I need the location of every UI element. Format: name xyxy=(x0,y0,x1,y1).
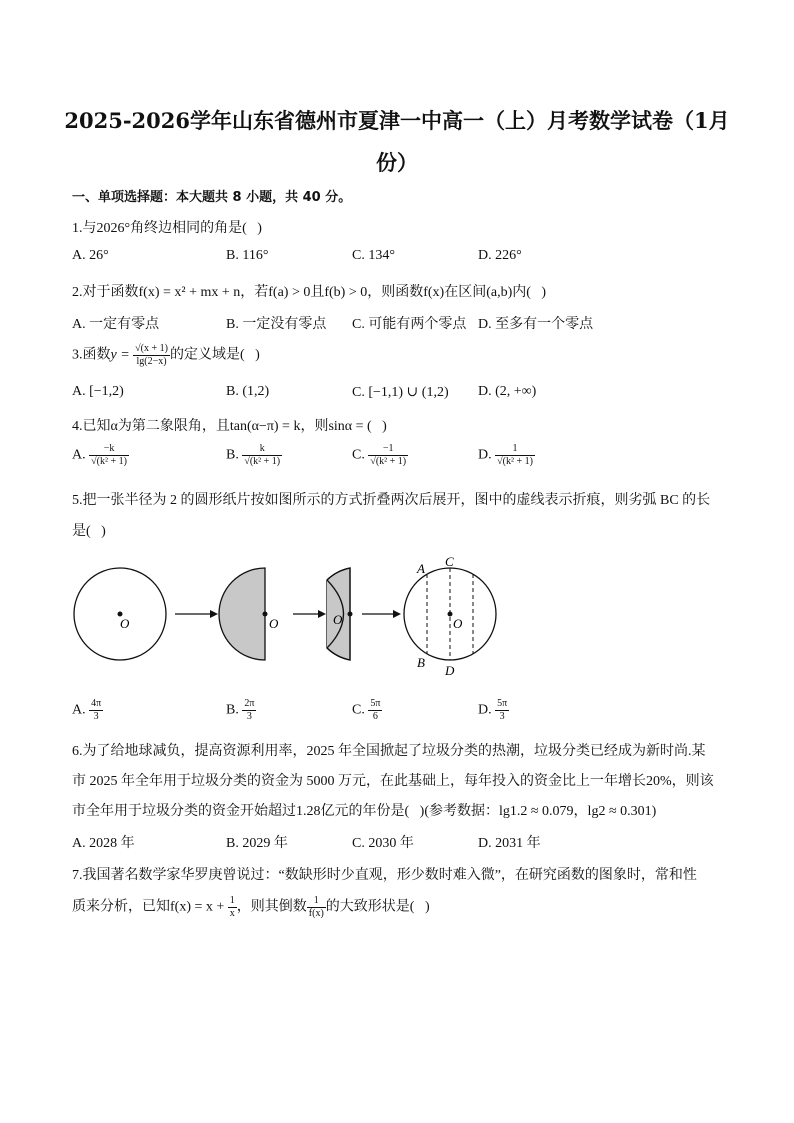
question-6-line-2: 市 2025 年全年用于垃圾分类的资金为 5000 万元，在此基础上，每年投入的资金比上一年增长20%，则该 xyxy=(72,774,714,789)
q6-option-b: B. 2029 年 xyxy=(226,836,288,851)
q7-frac2-num: 1 xyxy=(307,895,326,908)
q7-mid: ，则其倒数 xyxy=(236,899,307,915)
question-6-line-3: 市全年用于垃圾分类的资金开始超过1.28亿元的年份是( )(参考数据：lg1.2 ≈ 0.079，lg2 ≈ 0.301) xyxy=(72,804,657,819)
q7-suffix: 的大致形状是( ) xyxy=(325,899,430,915)
q5-option-b xyxy=(226,698,256,723)
half-circle xyxy=(219,568,265,660)
q6-option-a: A. 2028 年 xyxy=(72,836,135,851)
question-1-stem: 1.与2026°角终边相同的角是( ) xyxy=(72,221,262,236)
q3-fraction xyxy=(133,343,170,368)
q5-b-den: 3 xyxy=(246,711,252,722)
figure-label-o-2: O xyxy=(269,616,279,631)
q5-option-a xyxy=(72,698,103,723)
q6-option-d: D. 2031 年 xyxy=(478,836,541,851)
q2-option-a: A. 一定有零点 xyxy=(72,317,160,332)
q2-option-d: D. 至多有一个零点 xyxy=(478,317,594,332)
title-line-1: 2025-2026学年山东省德州市夏津一中高一（上）月考数学试卷（1月 xyxy=(64,108,730,133)
figure-label-d: D xyxy=(445,663,455,678)
folding-figure xyxy=(60,548,520,678)
q4-b-den: √(k² + 1) xyxy=(244,456,281,467)
center-dot-2 xyxy=(263,612,268,617)
q3-option-c: C. [−1,1) ∪ (1,2) xyxy=(352,385,449,400)
q4-option-a xyxy=(72,443,129,468)
title-line-2: 份） xyxy=(376,150,418,175)
q4-a-label: A. xyxy=(72,447,86,463)
q5-c-num: 5π xyxy=(370,698,381,709)
q5-c-den: 6 xyxy=(372,711,378,722)
question-3-stem xyxy=(72,343,260,368)
q7-frac1-den: x xyxy=(229,908,235,919)
q7-prefix: 质来分析，已知f(x) = x + xyxy=(72,899,225,915)
q4-d-num: 1 xyxy=(495,443,535,456)
q5-option-d xyxy=(478,698,509,723)
q4-option-c xyxy=(352,443,408,468)
question-5-line-2: 是( ) xyxy=(72,524,106,539)
figure-label-b: B xyxy=(417,655,425,670)
q1-option-a: A. 26° xyxy=(72,248,109,263)
q5-b-label: B. xyxy=(226,702,239,718)
q2-option-c: C. 可能有两个零点 xyxy=(352,317,467,332)
q2-option-b: B. 一定没有零点 xyxy=(226,317,327,332)
section-heading: 一、单项选择题：本大题共 8 小题，共 40 分。 xyxy=(72,190,352,205)
q5-a-label: A. xyxy=(72,702,86,718)
arrow-icon xyxy=(362,610,401,618)
question-6-line-1: 6.为了给地球减负，提高资源利用率，2025 年全国掀起了垃圾分类的热潮，垃圾分类已经成为新时尚.某 xyxy=(72,744,706,759)
question-7-line-1: 7.我国著名数学家华罗庚曾说过：“数缺形时少直观，形少数时难入微”，在研究函数的图象时，常和性 xyxy=(72,868,697,883)
q4-c-num: −1 xyxy=(368,443,408,456)
q3-frac-den: lg(2−x) xyxy=(136,356,167,367)
q4-b-label: B. xyxy=(226,447,239,463)
center-dot-4 xyxy=(448,612,453,617)
q5-a-num: 4π xyxy=(91,698,102,709)
question-5-line-1: 5.把一张半径为 2 的圆形纸片按如图所示的方式折叠两次后展开，图中的虚线表示折痕，则劣弧 BC 的长 xyxy=(72,493,711,508)
question-7-line-2 xyxy=(72,895,430,920)
q3-func-lhs: y = xyxy=(110,347,130,363)
q1-option-c: C. 134° xyxy=(352,248,395,263)
q5-c-label: C. xyxy=(352,702,365,718)
q7-frac1-num: 1 xyxy=(229,895,235,906)
q5-option-c xyxy=(352,698,382,723)
q4-option-b xyxy=(226,443,282,468)
q5-d-label: D. xyxy=(478,702,492,718)
q3-option-b: B. (1,2) xyxy=(226,384,270,399)
figure-label-o-1: O xyxy=(120,616,130,631)
q5-b-num: 2π xyxy=(244,698,255,709)
figure-label-c: C xyxy=(445,554,454,569)
q4-a-den: √(k² + 1) xyxy=(91,456,127,467)
question-4-stem: 4.已知α为第二象限角，且tan(α−π) = k，则sinα = ( ) xyxy=(72,419,387,434)
q3-frac-num: √(x + 1) xyxy=(135,343,168,354)
arrow-icon xyxy=(175,610,218,618)
q4-b-num: k xyxy=(242,443,282,456)
q1-option-b: B. 116° xyxy=(226,248,269,263)
q5-a-den: 3 xyxy=(93,711,99,722)
q4-d-den: √(k² + 1) xyxy=(497,456,533,467)
q4-a-num: −k xyxy=(89,443,129,456)
q4-c-den: √(k² + 1) xyxy=(370,456,407,467)
q3-suffix: 的定义域是( ) xyxy=(169,347,260,363)
figure-label-o-4: O xyxy=(453,616,463,631)
figure-label-o-3: O xyxy=(333,612,343,627)
q3-option-d: D. (2, +∞) xyxy=(478,384,537,399)
q6-option-c: C. 2030 年 xyxy=(352,836,414,851)
page-title xyxy=(60,100,734,184)
arrow-icon xyxy=(293,610,326,618)
q3-prefix: 3.函数 xyxy=(72,347,111,363)
q5-d-den: 3 xyxy=(499,711,505,722)
q4-option-d xyxy=(478,443,535,468)
question-2-stem: 2.对于函数f(x) = x² + mx + n，若f(a) > 0且f(b) > 0，则函数f(x)在区间(a,b)内( ) xyxy=(72,285,547,300)
figure-label-a: A xyxy=(417,561,425,576)
q7-frac2-den: f(x) xyxy=(308,908,324,919)
q5-d-num: 5π xyxy=(497,698,508,709)
q4-c-label: C. xyxy=(352,447,365,463)
q4-d-label: D. xyxy=(478,447,492,463)
q1-option-d: D. 226° xyxy=(478,248,522,263)
q3-option-a: A. [−1,2) xyxy=(72,384,124,399)
